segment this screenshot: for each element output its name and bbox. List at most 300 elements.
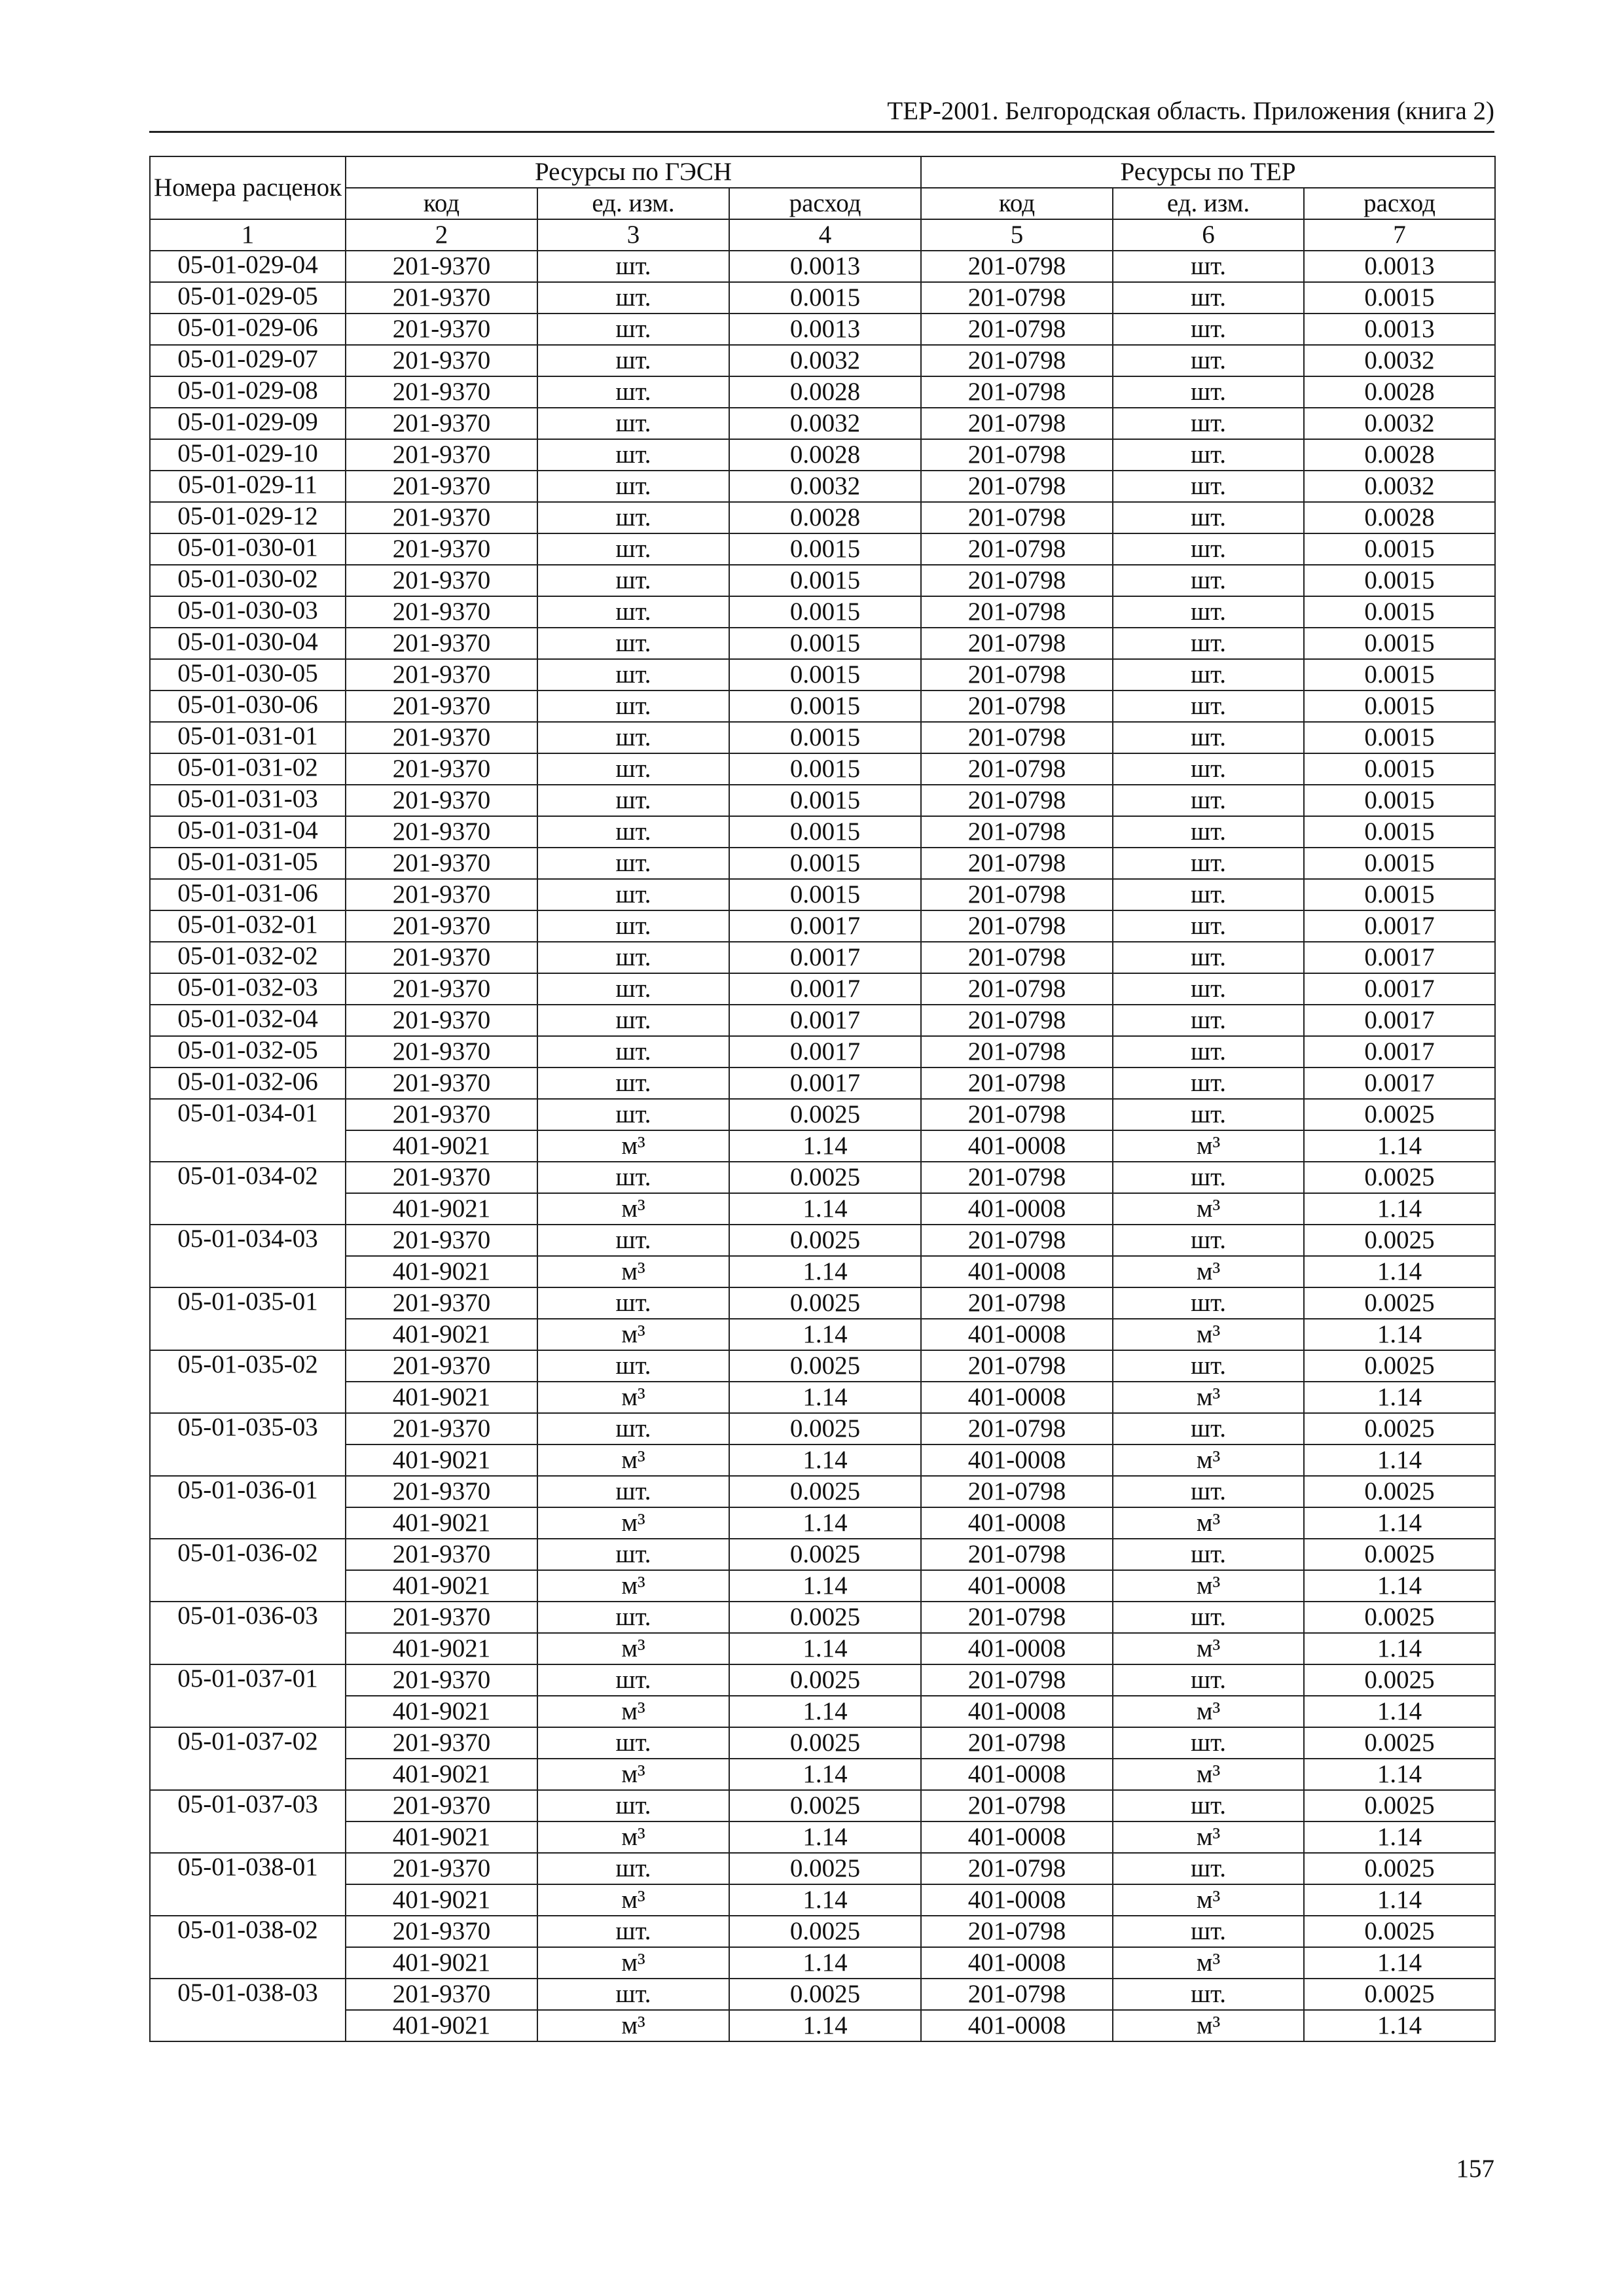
gesn-code-cell: 201-9370 [346,753,537,785]
ter-code-cell: 401-0008 [921,1759,1113,1790]
ter-unit-cell: шт. [1113,1979,1304,2010]
rate-number-cell: 05-01-037-02 [150,1727,346,1790]
ter-unit-cell: шт. [1113,1539,1304,1570]
gesn-code-cell: 401-9021 [346,1319,537,1350]
gesn-unit-cell: м³ [537,2010,729,2041]
header-row-subcolumns [150,188,1495,219]
gesn-code-cell: 201-9370 [346,408,537,439]
ter-unit-cell: шт. [1113,659,1304,691]
ter-unit-cell: шт. [1113,251,1304,282]
ter-unit-cell: шт. [1113,1287,1304,1319]
gesn-qty-cell: 0.0017 [729,1005,921,1036]
table-row [150,251,1495,282]
gesn-unit-cell: шт. [537,628,729,659]
gesn-qty-cell: 0.0025 [729,1602,921,1633]
gesn-unit-cell: м³ [537,1444,729,1476]
table-row [150,1444,1495,1476]
ter-qty-cell: 1.14 [1304,1884,1495,1916]
gesn-qty-cell: 0.0017 [729,973,921,1005]
gesn-qty-cell: 0.0025 [729,1413,921,1444]
table-header [150,156,1495,251]
gesn-qty-cell: 0.0015 [729,848,921,879]
header-rate-numbers: Номера расценок [150,156,346,219]
ter-qty-cell: 0.0032 [1304,408,1495,439]
ter-unit-cell: шт. [1113,1916,1304,1947]
ter-code-cell: 201-0798 [921,628,1113,659]
gesn-qty-cell: 0.0025 [729,1916,921,1947]
ter-code-cell: 401-0008 [921,1570,1113,1602]
table-row [150,1162,1495,1193]
ter-code-cell: 401-0008 [921,2010,1113,2041]
ter-code-cell: 201-0798 [921,471,1113,502]
gesn-qty-cell: 1.14 [729,1256,921,1287]
ter-qty-cell: 0.0025 [1304,1602,1495,1633]
gesn-code-cell: 201-9370 [346,1005,537,1036]
table-row [150,1884,1495,1916]
gesn-qty-cell: 1.14 [729,1759,921,1790]
gesn-code-cell: 201-9370 [346,691,537,722]
table-row [150,1193,1495,1225]
ter-qty-cell: 0.0028 [1304,439,1495,471]
table-body [150,251,1495,2041]
ter-qty-cell: 0.0025 [1304,1979,1495,2010]
ter-code-cell: 201-0798 [921,1287,1113,1319]
ter-qty-cell: 1.14 [1304,1947,1495,1979]
ter-unit-cell: м³ [1113,1633,1304,1664]
table-row [150,1287,1495,1319]
gesn-code-cell: 201-9370 [346,1350,537,1382]
table-row [150,1507,1495,1539]
gesn-qty-cell: 0.0025 [729,1979,921,2010]
ter-qty-cell: 0.0015 [1304,565,1495,596]
gesn-code-cell: 201-9370 [346,879,537,910]
ter-code-cell: 201-0798 [921,408,1113,439]
ter-code-cell: 201-0798 [921,879,1113,910]
ter-qty-cell: 0.0028 [1304,502,1495,533]
rate-number-cell: 05-01-035-03 [150,1413,346,1476]
document-title: ТЕР-2001. Белгородская область. Приложения (книга 2) [887,97,1494,125]
ter-unit-cell: м³ [1113,1947,1304,1979]
ter-qty-cell: 0.0017 [1304,910,1495,942]
gesn-qty-cell: 0.0025 [729,1853,921,1884]
ter-unit-cell: шт. [1113,1664,1304,1696]
ter-code-cell: 201-0798 [921,1099,1113,1130]
table-row [150,659,1495,691]
ter-unit-cell: м³ [1113,1507,1304,1539]
ter-code-cell: 201-0798 [921,1790,1113,1821]
gesn-qty-cell: 1.14 [729,1696,921,1727]
ter-unit-cell: шт. [1113,910,1304,942]
ter-qty-cell: 0.0015 [1304,282,1495,314]
ter-qty-cell: 0.0025 [1304,1476,1495,1507]
gesn-qty-cell: 1.14 [729,1319,921,1350]
ter-qty-cell: 0.0015 [1304,785,1495,816]
rate-number-cell: 05-01-029-06 [150,314,346,345]
ter-code-cell: 401-0008 [921,1633,1113,1664]
ter-code-cell: 201-0798 [921,251,1113,282]
gesn-unit-cell: шт. [537,376,729,408]
ter-code-cell: 201-0798 [921,596,1113,628]
ter-unit-cell: шт. [1113,502,1304,533]
table-row [150,408,1495,439]
table-row [150,502,1495,533]
ter-qty-cell: 0.0025 [1304,1225,1495,1256]
table-row [150,753,1495,785]
gesn-code-cell: 201-9370 [346,910,537,942]
ter-code-cell: 201-0798 [921,785,1113,816]
ter-unit-cell: шт. [1113,1350,1304,1382]
ter-code-cell: 201-0798 [921,1539,1113,1570]
ter-qty-cell: 1.14 [1304,1319,1495,1350]
rate-number-cell: 05-01-030-01 [150,533,346,565]
ter-unit-cell: шт. [1113,753,1304,785]
ter-unit-cell: шт. [1113,848,1304,879]
gesn-qty-cell: 0.0032 [729,471,921,502]
ter-unit-cell: шт. [1113,439,1304,471]
ter-code-cell: 201-0798 [921,314,1113,345]
table-row [150,722,1495,753]
ter-code-cell: 401-0008 [921,1444,1113,1476]
ter-code-cell: 201-0798 [921,1162,1113,1193]
running-header [149,97,1494,133]
gesn-qty-cell: 1.14 [729,1633,921,1664]
ter-code-cell: 201-0798 [921,282,1113,314]
ter-code-cell: 201-0798 [921,973,1113,1005]
rate-number-cell: 05-01-031-06 [150,879,346,910]
ter-unit-cell: шт. [1113,1067,1304,1099]
table-row [150,565,1495,596]
table-row [150,345,1495,376]
ter-unit-cell: шт. [1113,1413,1304,1444]
gesn-qty-cell: 0.0017 [729,942,921,973]
ter-qty-cell: 0.0015 [1304,533,1495,565]
gesn-unit-cell: шт. [537,879,729,910]
gesn-code-cell: 201-9370 [346,282,537,314]
gesn-unit-cell: шт. [537,251,729,282]
rate-number-cell: 05-01-029-04 [150,251,346,282]
gesn-unit-cell: шт. [537,1664,729,1696]
ter-code-cell: 201-0798 [921,1036,1113,1067]
gesn-unit-cell: шт. [537,753,729,785]
ter-unit-cell: шт. [1113,1005,1304,1036]
ter-qty-cell: 0.0032 [1304,471,1495,502]
ter-unit-cell: шт. [1113,879,1304,910]
gesn-qty-cell: 1.14 [729,1193,921,1225]
gesn-unit-cell: шт. [537,502,729,533]
gesn-unit-cell: шт. [537,910,729,942]
gesn-code-cell: 201-9370 [346,1979,537,2010]
rate-number-cell: 05-01-029-11 [150,471,346,502]
gesn-code-cell: 401-9021 [346,1884,537,1916]
gesn-unit-cell: м³ [537,1633,729,1664]
ter-qty-cell: 0.0015 [1304,816,1495,848]
gesn-qty-cell: 0.0013 [729,251,921,282]
gesn-code-cell: 201-9370 [346,1539,537,1570]
rate-number-cell: 05-01-032-01 [150,910,346,942]
gesn-unit-cell: шт. [537,816,729,848]
gesn-qty-cell: 0.0025 [729,1727,921,1759]
ter-code-cell: 201-0798 [921,1979,1113,2010]
rate-number-cell: 05-01-035-02 [150,1350,346,1413]
gesn-qty-cell: 0.0015 [729,659,921,691]
gesn-qty-cell: 0.0015 [729,785,921,816]
gesn-unit-cell: шт. [537,1287,729,1319]
ter-unit-cell: м³ [1113,1319,1304,1350]
ter-qty-cell: 0.0025 [1304,1539,1495,1570]
rate-number-cell: 05-01-036-03 [150,1602,346,1664]
gesn-qty-cell: 0.0015 [729,879,921,910]
gesn-qty-cell: 0.0017 [729,910,921,942]
ter-qty-cell: 0.0015 [1304,691,1495,722]
gesn-unit-cell: шт. [537,533,729,565]
ter-unit-cell: м³ [1113,1444,1304,1476]
ter-unit-cell: м³ [1113,1130,1304,1162]
table-row [150,471,1495,502]
ter-unit-cell: шт. [1113,1036,1304,1067]
ter-unit-cell: шт. [1113,722,1304,753]
table-row [150,1570,1495,1602]
rate-number-cell: 05-01-032-04 [150,1005,346,1036]
ter-unit-cell: шт. [1113,973,1304,1005]
gesn-code-cell: 401-9021 [346,1507,537,1539]
ter-code-cell: 201-0798 [921,565,1113,596]
ter-code-cell: 201-0798 [921,848,1113,879]
table-row [150,785,1495,816]
ter-unit-cell: м³ [1113,1696,1304,1727]
ter-code-cell: 201-0798 [921,1853,1113,1884]
gesn-unit-cell: шт. [537,1853,729,1884]
table-row [150,439,1495,471]
ter-qty-cell: 0.0015 [1304,848,1495,879]
ter-unit-cell: м³ [1113,1884,1304,1916]
rate-number-cell: 05-01-030-06 [150,691,346,722]
table-row [150,1539,1495,1570]
ter-unit-cell: шт. [1113,1162,1304,1193]
gesn-qty-cell: 0.0025 [729,1790,921,1821]
ter-qty-cell: 0.0017 [1304,1036,1495,1067]
gesn-code-cell: 401-9021 [346,1947,537,1979]
table-row [150,1790,1495,1821]
gesn-unit-cell: шт. [537,1005,729,1036]
ter-unit-cell: м³ [1113,1382,1304,1413]
header-gesn-unit: ед. изм. [537,188,729,219]
ter-qty-cell: 1.14 [1304,1507,1495,1539]
table-row [150,910,1495,942]
table-row [150,1225,1495,1256]
gesn-unit-cell: шт. [537,691,729,722]
rate-number-cell: 05-01-034-03 [150,1225,346,1287]
ter-qty-cell: 0.0013 [1304,251,1495,282]
ter-qty-cell: 0.0025 [1304,1287,1495,1319]
table-row [150,816,1495,848]
header-ter-resources: Ресурсы по ТЕР [921,156,1495,188]
ter-code-cell: 201-0798 [921,439,1113,471]
gesn-code-cell: 201-9370 [346,785,537,816]
gesn-code-cell: 401-9021 [346,1759,537,1790]
ter-code-cell: 401-0008 [921,1193,1113,1225]
ter-qty-cell: 0.0025 [1304,1413,1495,1444]
gesn-unit-cell: м³ [537,1130,729,1162]
gesn-qty-cell: 0.0017 [729,1067,921,1099]
rate-number-cell: 05-01-031-03 [150,785,346,816]
header-gesn-qty: расход [729,188,921,219]
gesn-code-cell: 201-9370 [346,659,537,691]
gesn-qty-cell: 1.14 [729,1570,921,1602]
gesn-code-cell: 201-9370 [346,502,537,533]
gesn-unit-cell: шт. [537,1036,729,1067]
gesn-unit-cell: шт. [537,1162,729,1193]
ter-unit-cell: шт. [1113,1853,1304,1884]
gesn-unit-cell: шт. [537,1979,729,2010]
table-row [150,1947,1495,1979]
gesn-code-cell: 201-9370 [346,1413,537,1444]
ter-qty-cell: 0.0013 [1304,314,1495,345]
ter-code-cell: 401-0008 [921,1884,1113,1916]
ter-unit-cell: шт. [1113,471,1304,502]
gesn-unit-cell: шт. [537,973,729,1005]
table-row [150,691,1495,722]
column-number: 4 [729,219,921,251]
ter-code-cell: 201-0798 [921,659,1113,691]
ter-code-cell: 201-0798 [921,1350,1113,1382]
gesn-qty-cell: 0.0025 [729,1225,921,1256]
ter-qty-cell: 0.0025 [1304,1916,1495,1947]
gesn-unit-cell: шт. [537,1602,729,1633]
rate-number-cell: 05-01-034-01 [150,1099,346,1162]
ter-qty-cell: 1.14 [1304,1696,1495,1727]
gesn-unit-cell: шт. [537,1413,729,1444]
ter-qty-cell: 0.0025 [1304,1853,1495,1884]
rate-number-cell: 05-01-031-02 [150,753,346,785]
column-number: 6 [1113,219,1304,251]
ter-qty-cell: 0.0015 [1304,659,1495,691]
gesn-unit-cell: шт. [537,282,729,314]
gesn-qty-cell: 1.14 [729,1821,921,1853]
gesn-unit-cell: м³ [537,1256,729,1287]
ter-qty-cell: 0.0025 [1304,1664,1495,1696]
gesn-unit-cell: шт. [537,1916,729,1947]
gesn-qty-cell: 1.14 [729,1130,921,1162]
rate-number-cell: 05-01-031-01 [150,722,346,753]
ter-code-cell: 201-0798 [921,753,1113,785]
gesn-unit-cell: м³ [537,1507,729,1539]
ter-unit-cell: шт. [1113,1727,1304,1759]
gesn-code-cell: 201-9370 [346,1162,537,1193]
gesn-code-cell: 201-9370 [346,1790,537,1821]
gesn-qty-cell: 0.0028 [729,502,921,533]
gesn-qty-cell: 0.0025 [729,1476,921,1507]
ter-code-cell: 201-0798 [921,376,1113,408]
gesn-code-cell: 401-9021 [346,1193,537,1225]
gesn-unit-cell: шт. [537,596,729,628]
ter-code-cell: 201-0798 [921,1225,1113,1256]
gesn-unit-cell: шт. [537,408,729,439]
gesn-code-cell: 201-9370 [346,1099,537,1130]
gesn-code-cell: 201-9370 [346,345,537,376]
table-row [150,1130,1495,1162]
ter-qty-cell: 0.0025 [1304,1790,1495,1821]
ter-unit-cell: шт. [1113,282,1304,314]
gesn-unit-cell: м³ [537,1696,729,1727]
table-row [150,1916,1495,1947]
header-gesn-code: код [346,188,537,219]
gesn-code-cell: 201-9370 [346,1602,537,1633]
gesn-code-cell: 201-9370 [346,1664,537,1696]
ter-unit-cell: шт. [1113,1099,1304,1130]
ter-qty-cell: 0.0017 [1304,973,1495,1005]
rate-number-cell: 05-01-036-02 [150,1539,346,1602]
ter-unit-cell: шт. [1113,376,1304,408]
ter-code-cell: 201-0798 [921,816,1113,848]
rate-number-cell: 05-01-032-06 [150,1067,346,1099]
ter-code-cell: 201-0798 [921,502,1113,533]
gesn-code-cell: 201-9370 [346,1916,537,1947]
gesn-unit-cell: шт. [537,1350,729,1382]
ter-code-cell: 201-0798 [921,691,1113,722]
ter-code-cell: 201-0798 [921,1476,1113,1507]
ter-unit-cell: шт. [1113,314,1304,345]
gesn-unit-cell: м³ [537,1947,729,1979]
rate-number-cell: 05-01-031-05 [150,848,346,879]
table-row [150,376,1495,408]
ter-unit-cell: шт. [1113,1602,1304,1633]
header-ter-unit: ед. изм. [1113,188,1304,219]
ter-qty-cell: 0.0015 [1304,753,1495,785]
table-row [150,1382,1495,1413]
gesn-unit-cell: шт. [537,785,729,816]
gesn-unit-cell: шт. [537,565,729,596]
column-number: 3 [537,219,729,251]
gesn-qty-cell: 0.0025 [729,1350,921,1382]
gesn-code-cell: 401-9021 [346,1570,537,1602]
table-row [150,1633,1495,1664]
gesn-code-cell: 401-9021 [346,2010,537,2041]
gesn-qty-cell: 1.14 [729,1382,921,1413]
rate-number-cell: 05-01-038-03 [150,1979,346,2041]
gesn-code-cell: 201-9370 [346,471,537,502]
ter-code-cell: 201-0798 [921,1067,1113,1099]
ter-code-cell: 201-0798 [921,1005,1113,1036]
rate-number-cell: 05-01-037-03 [150,1790,346,1853]
gesn-qty-cell: 0.0032 [729,345,921,376]
ter-unit-cell: шт. [1113,816,1304,848]
gesn-unit-cell: м³ [537,1382,729,1413]
ter-qty-cell: 0.0015 [1304,628,1495,659]
gesn-code-cell: 201-9370 [346,1067,537,1099]
gesn-qty-cell: 0.0015 [729,596,921,628]
gesn-code-cell: 201-9370 [346,565,537,596]
rate-number-cell: 05-01-030-05 [150,659,346,691]
gesn-unit-cell: шт. [537,848,729,879]
ter-qty-cell: 1.14 [1304,2010,1495,2041]
ter-unit-cell: шт. [1113,1476,1304,1507]
gesn-code-cell: 201-9370 [346,1287,537,1319]
gesn-unit-cell: м³ [537,1759,729,1790]
ter-code-cell: 201-0798 [921,1727,1113,1759]
ter-code-cell: 201-0798 [921,942,1113,973]
gesn-unit-cell: м³ [537,1193,729,1225]
rate-number-cell: 05-01-029-09 [150,408,346,439]
gesn-qty-cell: 0.0013 [729,314,921,345]
rate-number-cell: 05-01-030-02 [150,565,346,596]
ter-unit-cell: м³ [1113,2010,1304,2041]
table-row [150,1979,1495,2010]
gesn-qty-cell: 1.14 [729,2010,921,2041]
ter-qty-cell: 1.14 [1304,1256,1495,1287]
header-row-column-numbers [150,219,1495,251]
gesn-qty-cell: 1.14 [729,1884,921,1916]
rate-number-cell: 05-01-038-02 [150,1916,346,1979]
